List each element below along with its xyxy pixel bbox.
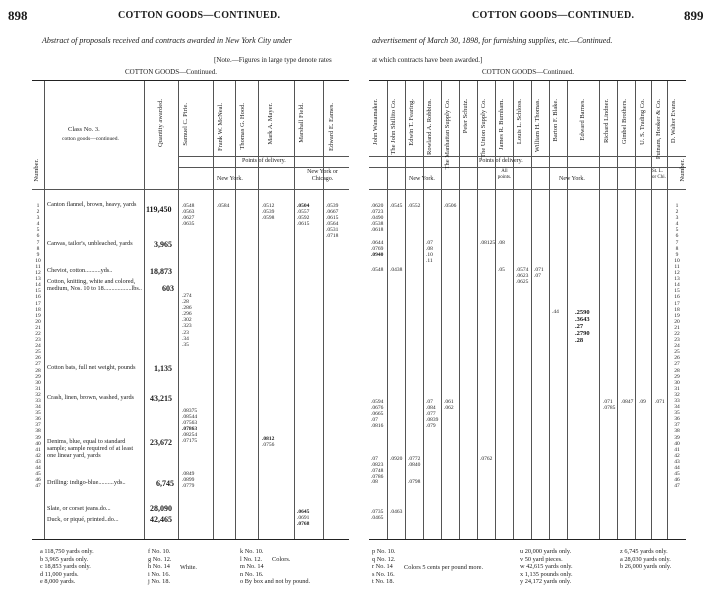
item-label: Duck, or piqué, printed..do... — [47, 516, 119, 523]
page-number: 899 — [684, 8, 704, 23]
bidder-header: Richard Lindner. — [603, 99, 610, 144]
footnotes-label: Colors. — [272, 556, 291, 563]
rate-column: .0504 .0557 .0592 .0615 — [297, 203, 310, 228]
bidder-header: The Union Supply Co. — [480, 99, 487, 158]
item-label: Canton flannel, brown, heavy, yards — [47, 201, 137, 208]
bidder-header: Rowland A. Robbins. — [426, 99, 433, 155]
left-table — [32, 80, 349, 540]
bidder-header: Samuel C. Pirie. — [182, 103, 189, 146]
footnotes: p No. 10. q No. 12. r No. 14 s No. 16. t No. 18. — [372, 548, 396, 585]
rate-column: .07 .084 .077 .0839 .079 — [426, 399, 439, 430]
quantity: 603 — [162, 284, 174, 293]
rate-column: .0548 — [371, 267, 384, 273]
points-header: Points of delivery. — [479, 158, 523, 164]
rate-column: .0548 .0563 .0627 .0635 — [182, 203, 195, 228]
bidder-header: Edwin T. Fearing. — [408, 99, 415, 146]
rate-column: .2590 .3643 .27 .2790 .28 — [575, 309, 590, 344]
rate-column: .0772 .0840 — [408, 456, 421, 469]
rate-column: .0512 .0539 .0598 — [262, 203, 275, 222]
quantity: 28,090 — [150, 504, 172, 513]
rate-column: .0645 .0691 .0768 — [297, 509, 310, 528]
bidder-header: Marshall Field. — [298, 103, 305, 143]
rate-column: .08125 — [480, 240, 496, 246]
rate-column: .0762 — [480, 456, 493, 462]
rate-column: .0849 .0899 .0779 — [182, 471, 195, 490]
footnotes: f No. 10. g No. 12. h No. 14 i No. 16. j No. 18. — [148, 548, 172, 585]
rate-column: .0594 .0676 .0665 .07 .0816 — [371, 399, 384, 430]
rate-column: .0463 — [390, 509, 403, 515]
right-table — [369, 80, 686, 540]
rate-column: .0644 .0769 .0940 — [371, 240, 384, 259]
rate-column: .274 .28 .286 .296 .302 .323 .23 .34 .35 — [182, 293, 192, 348]
bidder-header: James R. Burnham. — [498, 99, 505, 150]
stl-chi-header: St. L. or Chi. — [652, 169, 666, 180]
ny-chicago-header: New York or Chicago. — [307, 169, 338, 182]
bidder-header: Frank W. McNeal. — [217, 103, 224, 152]
caption: Abstract of proposals received and contracts awarded in New York City under — [42, 36, 292, 45]
bidder-header: The John Shillito Co. — [390, 99, 397, 155]
item-label: Drilling: indigo-blue..........yds.. — [47, 479, 126, 486]
bidder-header: U. S. Trading Co. — [639, 99, 646, 145]
quantity: 119,450 — [146, 205, 172, 214]
row-numbers: 1 2 3 4 5 6 7 8 9 10 11 12 13 14 15 16 17 18 19 20 21 22 23 24 25 26 27 28 29 30 31 32 33 34 35 36 37 38 39 40 41 42 43 44 45 46 47 — [674, 203, 680, 490]
number-header: Number. — [33, 159, 40, 182]
ny-header: New York. — [217, 176, 243, 182]
quantity: 3,965 — [154, 240, 172, 249]
item-label: Crash, linen, brown, washed, yards — [47, 394, 134, 401]
quantity-header: Quantity awarded. — [157, 99, 164, 148]
rate-column: .07 .0823 .0748 .0786 — [371, 456, 384, 481]
ny-header: New York. — [559, 176, 585, 182]
rate-column: .0584 — [217, 203, 230, 209]
rate-column: .0620 .0723 .0490 .0538 .0618 — [371, 203, 384, 234]
rate-column: .0920 — [390, 456, 403, 462]
note: [Note.—Figures in large type denote rates — [214, 56, 332, 64]
rate-column: .0552 — [408, 203, 421, 209]
quantity: 42,465 — [150, 515, 172, 524]
running-head: COTTON GOODS—CONTINUED. — [118, 10, 281, 21]
quantity: 23,672 — [150, 438, 172, 447]
item-label: Denims, blue, equal to standard sample; sample required of at least one linear yard, yards — [47, 438, 134, 459]
bidder-header: John Wanamaker. — [372, 99, 379, 145]
bidder-header: William H. Thomas. — [534, 99, 541, 153]
note: at which contracts have been awarded.] — [372, 56, 483, 64]
rate-column: .0506 — [444, 203, 457, 209]
rate-column: .0798 — [408, 479, 421, 485]
rate-column: .0735 .0465 — [371, 509, 384, 522]
rate-column: .0545 — [390, 203, 403, 209]
quantity: 1,135 — [154, 364, 172, 373]
footnotes-label: Colors 5 cents per pound more. — [404, 564, 484, 571]
page-number: 898 — [8, 8, 28, 23]
all-points-header: All points. — [497, 169, 512, 180]
bidder-header: Peter Schutz. — [462, 99, 469, 134]
rate-column: .08375 .08544 .07563 .07863 .08254 .07175 — [182, 408, 198, 445]
rate-column: .0812 .0756 — [262, 436, 275, 449]
item-label: Cotton, knitting, white and colored, medium, Nos. 10 to 18..................lbs.. — [47, 278, 142, 292]
rate-column: .071 — [655, 399, 665, 405]
footnotes: k No. 10. l No. 12. m No. 14 n No. 16. o By box and not by pound. — [240, 548, 311, 585]
quantity: 43,215 — [150, 394, 172, 403]
footnotes: z 6,745 yards only. a 28,030 yards only. b 26,000 yards only. — [620, 548, 672, 570]
footnotes-label: White. — [180, 564, 197, 571]
rate-column: .08 — [371, 479, 378, 485]
rate-column: .0847 — [621, 399, 634, 405]
number-header: Number. — [679, 159, 686, 182]
rate-column: .071 .07 — [534, 267, 544, 280]
rate-column: .071 .0785 — [603, 399, 616, 412]
quantity: 6,745 — [156, 479, 174, 488]
bidder-header: Putnam, Hooker & Co. — [655, 99, 662, 160]
item-label: Cotton bats, full net weight, pounds — [47, 364, 136, 371]
rate-column: .07 .08 .10 .11 — [426, 240, 433, 265]
ny-header: New York. — [409, 176, 435, 182]
bidder-header: Gimbel Brothers. — [621, 99, 628, 145]
footnotes: a 118,750 yards only. b 3,965 yards only. c 18,853 yards only. d 11,000 yards. e 8,000 yards. — [40, 548, 94, 585]
item-label: Canvas, tailor's, unbleached, yards — [47, 240, 133, 247]
points-header: Points of delivery. — [242, 158, 286, 164]
quantity: 18,873 — [150, 267, 172, 276]
subhead: COTTON GOODS—Continued. — [125, 68, 218, 76]
bidder-header: Louis L. Schloss. — [516, 99, 523, 145]
bidder-header: D. Walter Evans. — [670, 99, 677, 144]
rate-column: .0438 — [390, 267, 403, 273]
rate-column: .05 — [498, 267, 505, 273]
class-sublabel: cotton goods—continued. — [62, 136, 119, 142]
rate-column: .08 — [498, 240, 505, 246]
caption: advertisement of March 30, 1898, for furnishing supplies, etc.—Continued. — [372, 36, 613, 45]
subhead: COTTON GOODS—Continued. — [482, 68, 575, 76]
bidder-header: Thomas G. Hood. — [239, 103, 246, 150]
rate-column: .061 .062 — [444, 399, 454, 412]
running-head: COTTON GOODS—CONTINUED. — [472, 10, 635, 21]
bidder-header: Barton F. Blake. — [552, 99, 559, 142]
item-label: Slate, or corset jeans.do... — [47, 505, 111, 512]
bidder-header: Edward E. Eames. — [328, 103, 335, 152]
item-label: Cheviot, cotton..........yds.. — [47, 267, 113, 274]
rate-column: .0574 .0623 .0625 — [516, 267, 529, 286]
footnotes: u 20,000 yards only. v 50 yard pieces. w 42,615 yards only. x 1,135 pounds only. y 24,172 yards only. — [520, 548, 573, 585]
rate-column: .0539 .0667 .0615 .0564 .0531 .0718 — [326, 203, 339, 240]
bidder-header: Mark A. Mayer. — [267, 103, 274, 145]
rate-column: .09 — [639, 399, 646, 405]
rate-column: .44 — [552, 309, 559, 315]
bidder-header: Edward Barnes. — [579, 99, 586, 141]
row-numbers: 1 2 3 4 5 6 7 8 9 10 11 12 13 14 15 16 17 18 19 20 21 22 23 24 25 26 27 28 29 30 31 32 33 34 35 36 37 38 39 40 41 42 43 44 45 46 47 — [35, 203, 41, 490]
class-label: Class No. 3. — [68, 126, 100, 133]
bidder-header: The Manhattan Supply Co. — [444, 99, 451, 170]
